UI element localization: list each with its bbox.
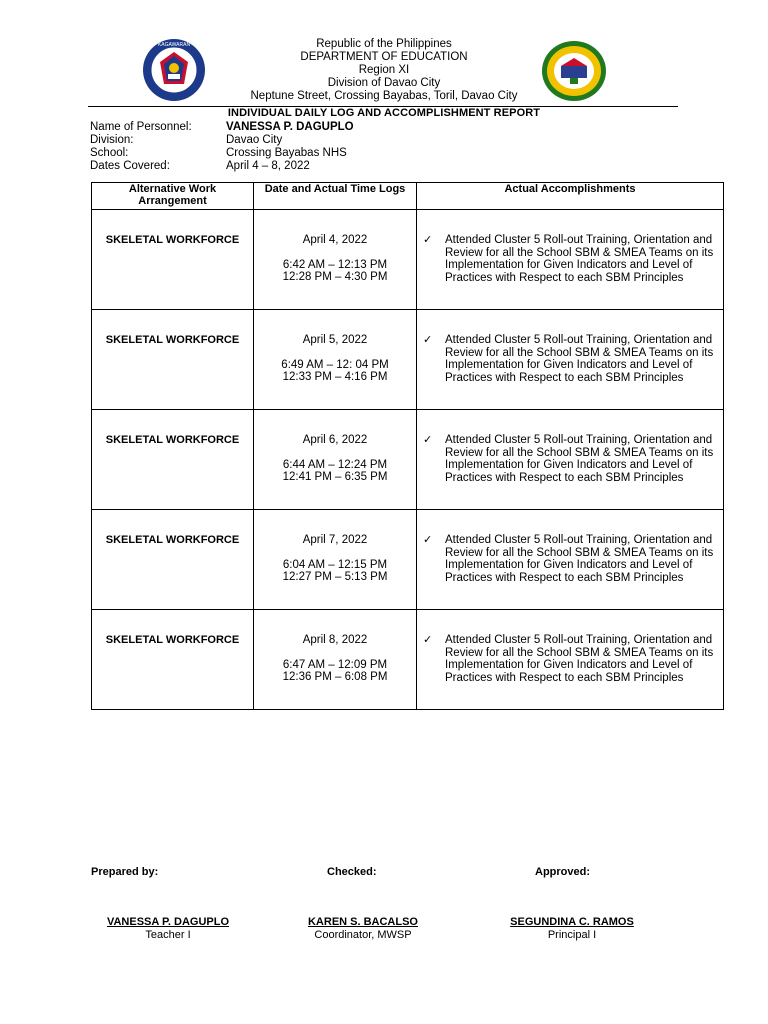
log-time-afternoon: 12:36 PM – 6:08 PM bbox=[282, 671, 388, 683]
header-division: Division of Davao City bbox=[327, 77, 441, 89]
info-value: Davao City bbox=[226, 134, 283, 146]
arrangement-cell: SKELETAL WORKFORCE bbox=[92, 310, 254, 410]
signatory-title: Coordinator, MWSP bbox=[314, 929, 412, 941]
signatory-title: Principal I bbox=[547, 929, 597, 941]
info-row-dates bbox=[90, 160, 354, 173]
info-label: Division: bbox=[90, 134, 134, 146]
accomplishment-text: Attended Cluster 5 Roll-out Training, Orientation and Review for all the School SBM & SMEA Teams on its Implementation for Given Indicators and Level of Practices with Respect to each SBM Principles bbox=[445, 234, 714, 284]
checked-label: Checked: bbox=[327, 866, 377, 878]
time-log-cell bbox=[254, 410, 417, 510]
header-republic: Republic of the Philippines bbox=[316, 38, 452, 50]
time-log-cell bbox=[254, 510, 417, 610]
signatory-prepared bbox=[88, 916, 248, 942]
header-department: DEPARTMENT OF EDUCATION bbox=[300, 51, 468, 63]
accomplishment-cell bbox=[417, 210, 724, 310]
table-row bbox=[92, 210, 724, 310]
info-label: School: bbox=[90, 147, 129, 159]
accomplishment-text: Attended Cluster 5 Roll-out Training, Orientation and Review for all the School SBM & SMEA Teams on its Implementation for Given Indicators and Level of Practices with Respect to each SBM Principles bbox=[445, 634, 714, 684]
header-region: Region XI bbox=[358, 64, 410, 76]
approved-label: Approved: bbox=[535, 866, 590, 878]
info-value: April 4 – 8, 2022 bbox=[226, 160, 310, 172]
personnel-info bbox=[90, 121, 354, 173]
log-time-morning: 6:49 AM – 12: 04 PM bbox=[281, 358, 389, 371]
log-date: April 4, 2022 bbox=[302, 234, 368, 246]
column-header-accomplishments: Actual Accomplishments bbox=[417, 183, 724, 210]
arrangement-cell: SKELETAL WORKFORCE bbox=[92, 510, 254, 610]
checkmark-icon: ✓ bbox=[423, 534, 433, 546]
header-address: Neptune Street, Crossing Bayabas, Toril, Davao City bbox=[250, 90, 518, 102]
table-row bbox=[92, 610, 724, 710]
accomplishment-cell bbox=[417, 410, 724, 510]
signatory-title: Teacher I bbox=[145, 929, 191, 941]
arrangement-cell: SKELETAL WORKFORCE bbox=[92, 410, 254, 510]
daily-log-table bbox=[91, 182, 724, 710]
report-title: INDIVIDUAL DAILY LOG AND ACCOMPLISHMENT REPORT bbox=[227, 107, 541, 119]
time-log-cell bbox=[254, 610, 417, 710]
log-time-afternoon: 12:33 PM – 4:16 PM bbox=[282, 371, 388, 383]
log-time-afternoon: 12:41 PM – 6:35 PM bbox=[282, 471, 388, 483]
letterhead bbox=[0, 38, 768, 103]
log-date: April 6, 2022 bbox=[302, 434, 368, 446]
time-log-cell bbox=[254, 310, 417, 410]
accomplishment-cell bbox=[417, 310, 724, 410]
info-value: Crossing Bayabas NHS bbox=[226, 147, 347, 159]
signatory-name: VANESSA P. DAGUPLO bbox=[106, 916, 230, 928]
checkmark-icon: ✓ bbox=[423, 334, 433, 346]
column-header-arrangement: Alternative Work Arrangement bbox=[92, 183, 254, 210]
time-log-cell bbox=[254, 210, 417, 310]
svg-text:KAGAWARAN: KAGAWARAN bbox=[157, 42, 191, 48]
log-date: April 8, 2022 bbox=[302, 634, 368, 646]
accomplishment-text: Attended Cluster 5 Roll-out Training, Orientation and Review for all the School SBM & SMEA Teams on its Implementation for Given Indicators and Level of Practices with Respect to each SBM Principles bbox=[445, 434, 714, 484]
signatory-name: SEGUNDINA C. RAMOS bbox=[510, 916, 634, 928]
log-time-morning: 6:42 AM – 12:13 PM bbox=[282, 258, 388, 271]
log-time-morning: 6:44 AM – 12:24 PM bbox=[282, 458, 388, 471]
checkmark-icon: ✓ bbox=[423, 234, 433, 246]
accomplishment-text: Attended Cluster 5 Roll-out Training, Orientation and Review for all the School SBM & SMEA Teams on its Implementation for Given Indicators and Level of Practices with Respect to each SBM Principles bbox=[445, 334, 714, 384]
info-row-division bbox=[90, 134, 354, 147]
checkmark-icon: ✓ bbox=[423, 634, 433, 646]
arrangement-cell: SKELETAL WORKFORCE bbox=[92, 610, 254, 710]
signatory-checked bbox=[283, 916, 443, 942]
info-label: Dates Covered: bbox=[90, 160, 170, 172]
log-time-morning: 6:04 AM – 12:15 PM bbox=[282, 558, 388, 571]
prepared-label: Prepared by: bbox=[91, 866, 159, 878]
info-label: Name of Personnel: bbox=[90, 121, 192, 133]
info-row-school bbox=[90, 147, 354, 160]
column-header-time-logs: Date and Actual Time Logs bbox=[254, 183, 417, 210]
table-row bbox=[92, 310, 724, 410]
arrangement-cell: SKELETAL WORKFORCE bbox=[92, 210, 254, 310]
signatory-approved bbox=[487, 916, 657, 942]
log-date: April 5, 2022 bbox=[302, 334, 368, 346]
log-date: April 7, 2022 bbox=[302, 534, 368, 546]
log-time-afternoon: 12:28 PM – 4:30 PM bbox=[282, 271, 388, 283]
info-row-name bbox=[90, 121, 354, 134]
accomplishment-text: Attended Cluster 5 Roll-out Training, Orientation and Review for all the School SBM & SMEA Teams on its Implementation for Given Indicators and Level of Practices with Respect to each SBM Principles bbox=[445, 534, 714, 584]
log-time-afternoon: 12:27 PM – 5:13 PM bbox=[282, 571, 388, 583]
table-row bbox=[92, 410, 724, 510]
table-header-row bbox=[92, 183, 724, 210]
signatory-name: KAREN S. BACALSO bbox=[307, 916, 418, 928]
log-time-morning: 6:47 AM – 12:09 PM bbox=[282, 658, 388, 671]
accomplishment-cell bbox=[417, 510, 724, 610]
accomplishment-cell bbox=[417, 610, 724, 710]
info-value: VANESSA P. DAGUPLO bbox=[226, 121, 354, 133]
checkmark-icon: ✓ bbox=[423, 434, 433, 446]
table-row bbox=[92, 510, 724, 610]
